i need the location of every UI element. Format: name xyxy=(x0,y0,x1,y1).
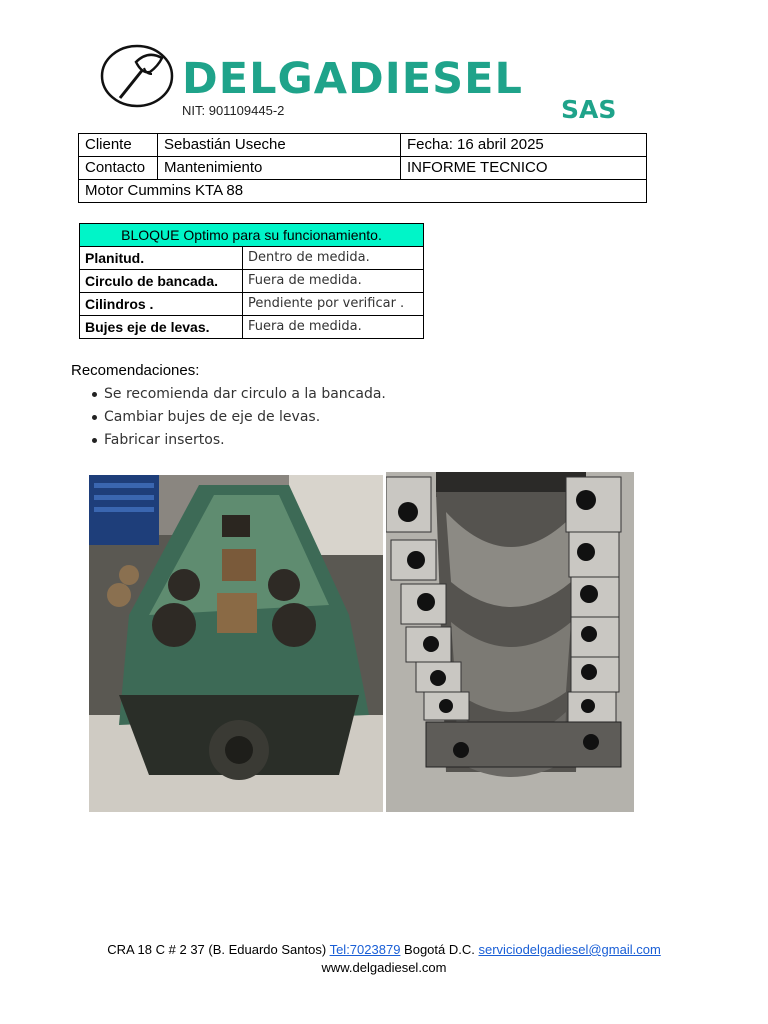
footer-email-link[interactable]: serviciodelgadiesel@gmail.com xyxy=(478,942,661,957)
client-label: Cliente xyxy=(79,134,158,157)
company-nit: NIT: 901109445-2 xyxy=(182,103,285,118)
footer-phone-link[interactable]: Tel:7023879 xyxy=(329,942,401,957)
list-item xyxy=(92,430,386,453)
recommendation-text: Fabricar insertos. xyxy=(104,432,225,448)
bullet-icon xyxy=(92,415,97,420)
client-value: Sebastián Useche xyxy=(158,134,401,157)
block-row-value: Dentro de medida. xyxy=(243,247,424,270)
recommendation-text: Cambiar bujes de eje de levas. xyxy=(104,409,321,425)
list-item xyxy=(92,384,386,407)
bullet-icon xyxy=(92,392,97,397)
company-logo-icon xyxy=(100,44,174,108)
report-date: Fecha: 16 abril 2025 xyxy=(401,134,647,157)
block-status-table xyxy=(79,223,424,339)
block-row-label: Planitud. xyxy=(80,247,243,270)
recommendations-title: Recomendaciones: xyxy=(71,362,200,379)
bearing-caps-photo xyxy=(386,472,634,812)
list-item xyxy=(92,407,386,430)
footer-city: Bogotá D.C. xyxy=(404,942,475,957)
block-row-value: Pendiente por verificar . xyxy=(243,293,424,316)
block-title: BLOQUE Optimo para su funcionamiento. xyxy=(80,224,424,247)
engine-block-photo xyxy=(89,475,383,812)
company-name: DELGADIESEL xyxy=(182,54,523,104)
block-row-label: Circulo de bancada. xyxy=(80,270,243,293)
contact-label: Contacto xyxy=(79,157,158,180)
block-row-value: Fuera de medida. xyxy=(243,316,424,339)
block-row-value: Fuera de medida. xyxy=(243,270,424,293)
report-type: INFORME TECNICO xyxy=(401,157,647,180)
footer-website: www.delgadiesel.com xyxy=(321,960,447,975)
footer-address: CRA 18 C # 2 37 (B. Eduardo Santos) xyxy=(107,942,327,957)
footer-contact xyxy=(0,942,768,957)
contact-value: Mantenimiento xyxy=(158,157,401,180)
block-row-label: Cilindros . xyxy=(80,293,243,316)
recommendations-list xyxy=(92,384,386,453)
header-table xyxy=(78,133,647,203)
recommendation-text: Se recomienda dar circulo a la bancada. xyxy=(104,386,386,402)
bullet-icon xyxy=(92,438,97,443)
engine-model: Motor Cummins KTA 88 xyxy=(79,180,647,203)
company-suffix: SAS xyxy=(561,95,617,124)
block-row-label: Bujes eje de levas. xyxy=(80,316,243,339)
